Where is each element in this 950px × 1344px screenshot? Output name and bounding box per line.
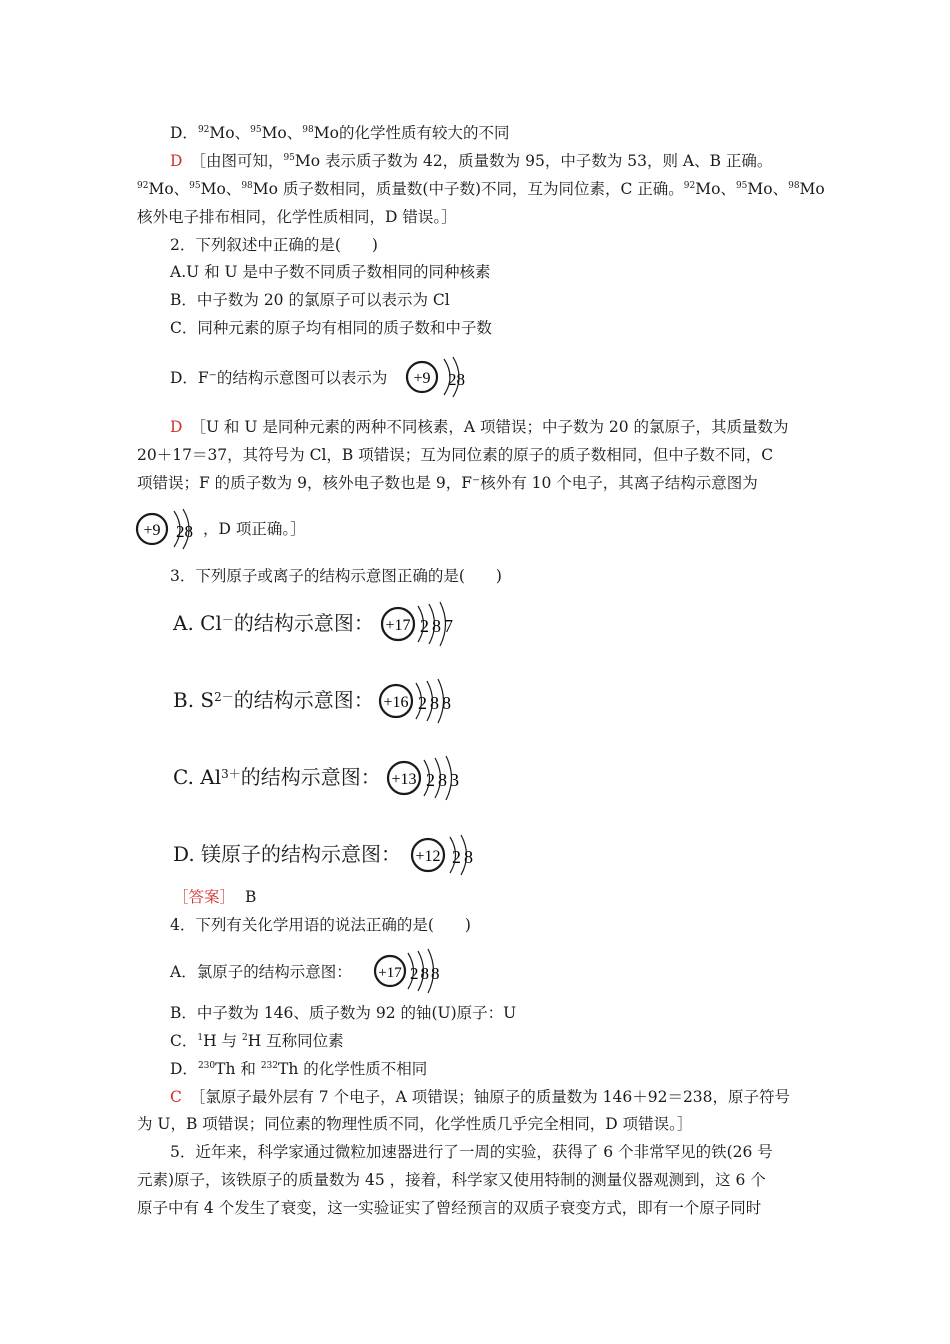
svg-text:+16: +16 [383, 694, 409, 711]
atom-diagram [376, 677, 466, 725]
q4-option-a: A．氯原子的结构示意图： [170, 963, 352, 981]
q2-option-a: A.U 和 U 是中子数不同质子数相同的同种核素 [170, 263, 491, 281]
svg-text:+12: +12 [415, 848, 441, 865]
q5-line2: 元素)原子，该铁原子的质量数为 45 ，接着，科学家又使用特制的测量仪器观测到，这 6 个 [137, 1171, 766, 1189]
q2-option-c: C．同种元素的原子均有相同的质子数和中子数 [170, 319, 492, 337]
q2-answer-line4: ，D 项正确。］ [203, 520, 306, 538]
q4-answer-line1: C ［氯原子最外层有 7 个电子，A 项错误；铀原子的质量数为 146＋92＝238，原子符号 [170, 1088, 791, 1106]
svg-text:288: 288 [418, 693, 454, 713]
q2-option-b: B．中子数为 20 的氯原子可以表示为 Cl [170, 291, 450, 309]
q1-answer-line1: D ［由图可知，$^{95}$Mo 表示质子数为 42，质量数为 95，中子数为 53，则 A、B 正确。 [170, 152, 773, 170]
answer-tag: ［答案］ [173, 888, 236, 906]
svg-text:+13: +13 [391, 771, 417, 788]
svg-text:288: 288 [410, 964, 442, 983]
q3-option-d: D. 镁原子的结构示意图： [173, 842, 402, 866]
q4-option-c: C．$^1$H 与 $^2$H 互称同位素 [170, 1032, 344, 1050]
q1-option-d: D．$^{92}$Mo、$^{95}$Mo、$^{98}$Mo的化学性质有较大的不同 [170, 124, 510, 142]
svg-text:+17: +17 [378, 965, 402, 981]
q5-line1: 5．近年来，科学家通过微粒加速器进行了一周的实验，获得了 6 个非常罕见的铁(26 号 [170, 1143, 773, 1161]
q4-stem: 4．下列有关化学用语的说法正确的是( ) [170, 916, 471, 934]
svg-text:28: 28 [452, 847, 476, 867]
svg-text:+17: +17 [385, 617, 411, 634]
q3-option-a: A. Cl－的结构示意图： [173, 611, 374, 635]
q3-answer: ［答案］ B [173, 888, 257, 906]
atom-diagram [134, 506, 209, 552]
q5-line3: 原子中有 4 个发生了衰变，这一实验证实了曾经预言的双质子衰变方式，即有一个原子同时 [137, 1199, 762, 1217]
q1-answer-line3: 核外电子排布相同，化学性质相同，D 错误。］ [137, 208, 457, 226]
atom-diagram [384, 754, 474, 802]
q3-option-c: C. $Al^{3+}$的结构示意图： [173, 765, 381, 789]
atom-diagram [370, 948, 460, 994]
q2-answer-line1: D ［U 和 U 是同种元素的两种不同核素，A 项错误；中子数为 20 的氯原子，其质量数为 [170, 418, 789, 436]
atom-diagram [400, 355, 475, 401]
atom-diagram [408, 831, 488, 879]
q3-stem: 3．下列原子或离子的结构示意图正确的是( ) [170, 567, 502, 585]
svg-text:+9: +9 [143, 522, 161, 539]
answer-key: C [170, 1088, 182, 1106]
answer-key: D [170, 418, 183, 436]
svg-text:283: 283 [426, 770, 462, 790]
q4-option-b: B．中子数为 146、质子数为 92 的铀(U)原子：U [170, 1004, 517, 1022]
q2-stem: 2．下列叙述中正确的是( ) [170, 236, 378, 254]
q4-option-d: D．$^{230}$Th 和 $^{232}$Th 的化学性质不相同 [170, 1060, 428, 1078]
atom-diagram [378, 600, 468, 648]
q1-answer-line2: $^{92}$Mo、$^{95}$Mo、$^{98}$Mo 质子数相同，质量数(中子数)不同，互为同位素，C 正确。$^{92}$Mo、$^{95}$Mo、$^{98}$Mo [137, 180, 825, 198]
svg-text:28: 28 [176, 522, 193, 541]
q2-answer-line2: 20＋17＝37，其符号为 Cl，B 项错误；互为同位素的原子的质子数相同，但中子数不同，C [137, 446, 774, 464]
q4-answer-line2: 为 U，B 项错误；同位素的物理性质不同，化学性质几乎完全相同，D 项错误。］ [137, 1115, 693, 1133]
q2-option-d: D．F⁻的结构示意图可以表示为 [170, 369, 388, 387]
q3-option-b: B. $S^{2-}$的结构示意图： [173, 688, 374, 712]
svg-text:+9: +9 [413, 370, 431, 387]
svg-text:28: 28 [448, 370, 465, 389]
answer-key: D [170, 152, 183, 170]
svg-text:287: 287 [420, 616, 456, 636]
q2-answer-line3: 项错误；F 的质子数为 9，核外电子数也是 9，F⁻核外有 10 个电子，其离子结构示意图为 [137, 474, 758, 492]
